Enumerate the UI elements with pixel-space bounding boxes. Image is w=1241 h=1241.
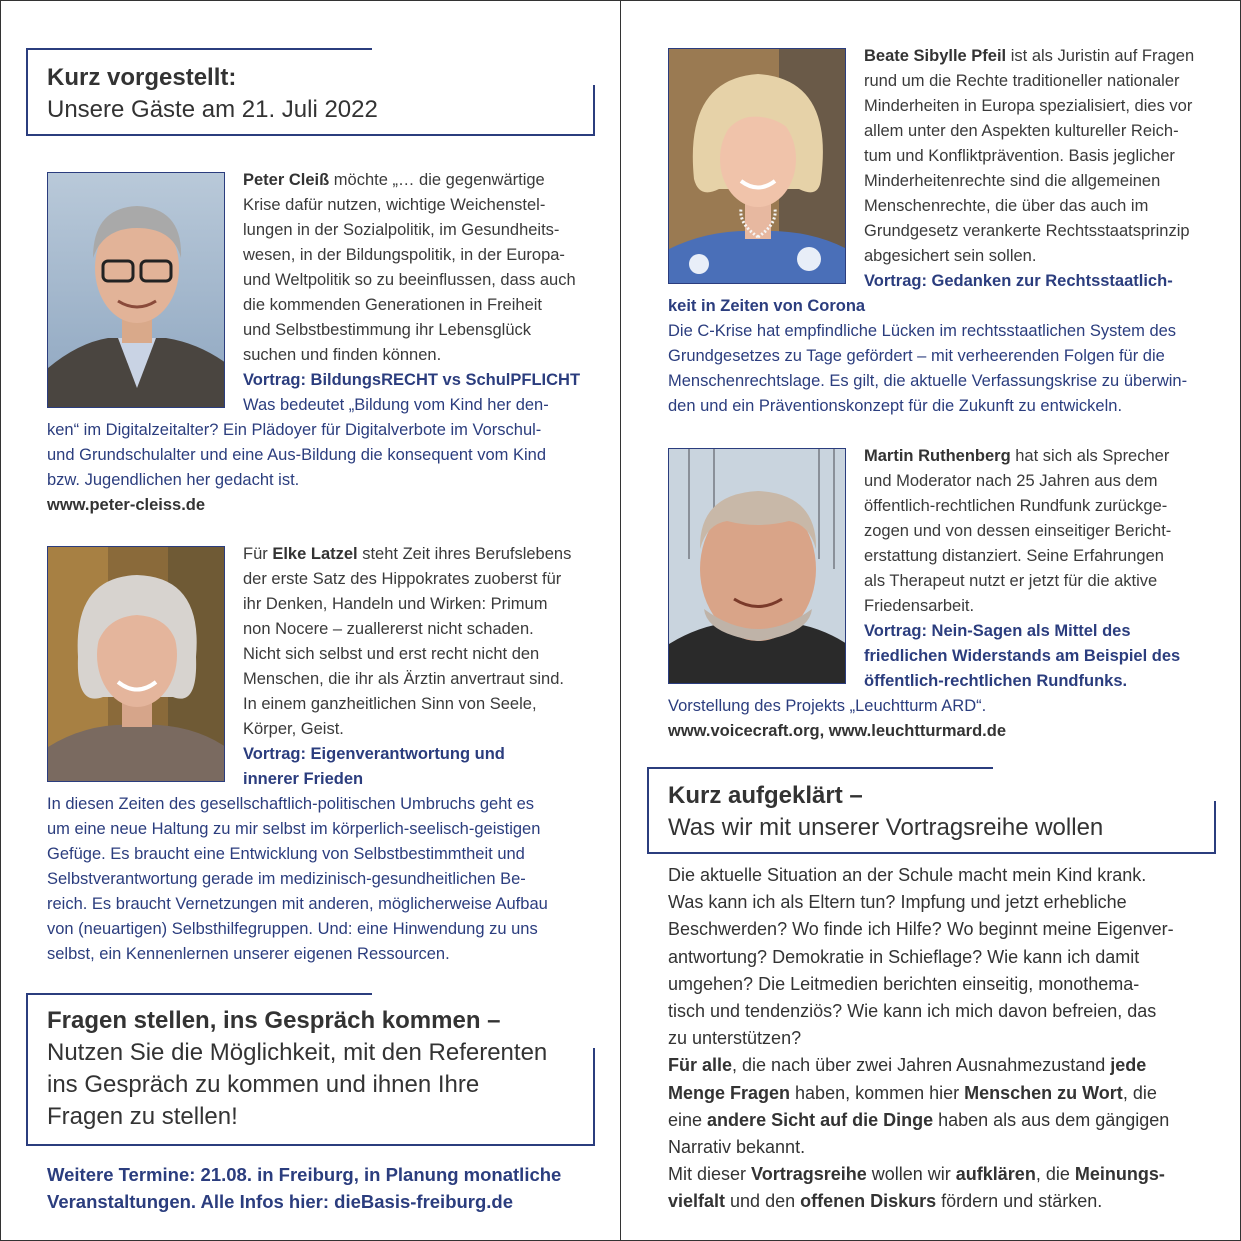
explained-text: Die aktuelle Situation an der Schule macht mein Kind krank. Was kann ich als Eltern tun? Impfung und jetzt erhebliche Beschwerden? Wo finde ich Hilfe? Wo beginnt meine Eigenver- antwortung? Demokratie in Schieflage? Wie kann ich damit umgehen? Die Leitmedien berichten einseitig, monothema- tisch und tendenziös? Wie kann ich mich davon befreien, das zu unterstützen? Für alle, die nach über zwei Jahren Ausnahmezustand jede Menge Fragen haben, kommen hier Menschen zu Wort, die eine andere Sicht auf die Dinge haben als aus dem gängigen Narrativ bekannt. Mit dieser Vortragsreihe wollen wir aufklären, die Meinungs- vielfalt und den offenen Diskurs fördern und stärken. [668,865,1174,1212]
column-divider [620,0,621,1241]
explained-title: Kurz aufgeklärt – [668,782,863,809]
elke-latzel-name: Elke Latzel [272,545,358,563]
explained-heading-box [647,767,1216,854]
beate-pfeil-bio: Beate Sibylle Pfeil ist als Juristin auf Fragen rund um die Rechte traditioneller nationaler Minderheiten in Europa spezialisiert, dies vor allem unter den Aspekten kultureller Reich- tum und Konfliktprävention. Basis jeglicher Minderheitenrechte sind die allgemeinen Menschenrechte, die über das auch im Grundgesetz verankerte Rechtsstaatsprinzip abgesichert sein sollen. [864,47,1195,265]
questions-box: Fragen stellen, ins Gespräch kommen – Nutzen Sie die Möglichkeit, mit den Referenten ins Gespräch zu kommen und ihnen Ihre Fragen zu stellen! [26,993,595,1146]
footer-info: Weitere Termine: 21.08. in Freiburg, in Planung monatliche Veranstaltungen. Alle Infos hier: dieBasis-freiburg.de [47,1164,562,1212]
intro-subtitle: Unsere Gäste am 21. Juli 2022 [47,96,378,123]
peter-cleiss-talk-text: Was bedeutet „Bildung vom Kind her den- ken“ im Digitalzeitalter? Ein Plädoyer für Digitalverbote im Vorschul- und Grundschulalter und eine Aus-Bildung die konsequent vom Kind bzw. Jugendlichen her gedacht ist. [47,396,549,489]
martin-ruthenberg-bio: Martin Ruthenberg hat sich als Sprecher und Moderator nach 25 Jahren aus dem öffentlich-rechtlichen Rundfunk zurückge- zogen und von dessen einseitiger Bericht- erstattung distanziert. Seine Erfahrungen als Therapeut nutzt er jetzt für die aktive Friedensarbeit. [864,447,1172,615]
intro-heading-box [26,48,595,136]
elke-latzel-bio: Für Elke Latzel steht Zeit ihres Berufslebens der erste Satz des Hippokrates zuoberst für ihr Denken, Handeln und Wirken: Primum non Nocere – zuallererst nicht schaden. Nicht sich selbst und erst recht nicht den Menschen, die ihr als Ärztin anvertraut sind. In einem ganzheitlichen Sinn von Seele, Körper, Geist. [243,545,572,738]
peter-cleiss-website[interactable]: www.peter-cleiss.de [47,496,206,514]
martin-ruthenberg-name: Martin Ruthenberg [864,447,1011,465]
martin-ruthenberg-talk-note: Vorstellung des Projekts „Leuchtturm ARD“. [668,697,987,715]
martin-ruthenberg-photo [668,448,846,684]
beate-pfeil-talk-text: Die C-Krise hat empfindliche Lücken im rechtsstaatlichen System des Grundgesetzes zu Tage gefördert – mit verheerenden Folgen für die Menschenrechtslage. Es gilt, die aktuelle Verfassungskrise zu überwin- den und ein Präventionskonzept für die Zukunft zu entwickeln. [668,322,1188,415]
intro-title: Kurz vorgestellt: [47,64,237,91]
peter-cleiss-bio: Peter Cleiß möchte „… die gegenwärtige Krise dafür nutzen, wichtige Weichenstel- lungen in der Sozialpolitik, im Gesundheits- wesen, in der Bildungspolitik, in der Europa- und Weltpolitik so zu beeinflussen, dass auch die kommenden Generationen in Freiheit und Selbstbestimmung ihr Lebensglück suchen und finden können. [243,171,576,364]
elke-latzel-talk-text: In diesen Zeiten des gesellschaftlich-politischen Umbruchs geht es um eine neue Haltung zu mir selbst im körperlich-seelisch-geistigen Gefüge. Es braucht eine Entwicklung von Selbstbestimmtheit und Selbstverantwortung gerade im medizinisch-gesundheitlichen Be- reich. Es braucht Vernetzungen mit anderen, möglicherweise Aufbau von (neuartigen) Selbsthilfegruppen. Und: eine Hinwendung zu uns selbst, ein Kennenlernen unserer eigenen Ressourcen. [47,795,548,963]
peter-cleiss-talk-title: Vortrag: BildungsRECHT vs SchulPFLICHT [243,371,581,389]
peter-cleiss-name: Peter Cleiß [243,171,330,189]
questions-title: Fragen stellen, ins Gespräch kommen – [47,1007,501,1034]
martin-ruthenberg-talk-title: Vortrag: Nein-Sagen als Mittel des friedlichen Widerstands am Beispiel des öffentlich-rechtlichen Rundfunks. [864,622,1181,690]
beate-pfeil-talk-title: Vortrag: Gedanken zur Rechtsstaatlich- keit in Zeiten von Corona [668,272,1173,315]
explained-subtitle: Was wir mit unserer Vortragsreihe wollen [668,814,1104,841]
martin-ruthenberg-websites[interactable]: www.voicecraft.org, www.leuchtturmard.de [668,722,1007,740]
beate-pfeil-photo [668,48,846,284]
peter-cleiss-photo [47,172,225,408]
elke-latzel-photo [47,546,225,782]
elke-latzel-talk-title: Vortrag: Eigenverantwortung und innerer Frieden [243,745,505,788]
beate-pfeil-name: Beate Sibylle Pfeil [864,47,1007,65]
